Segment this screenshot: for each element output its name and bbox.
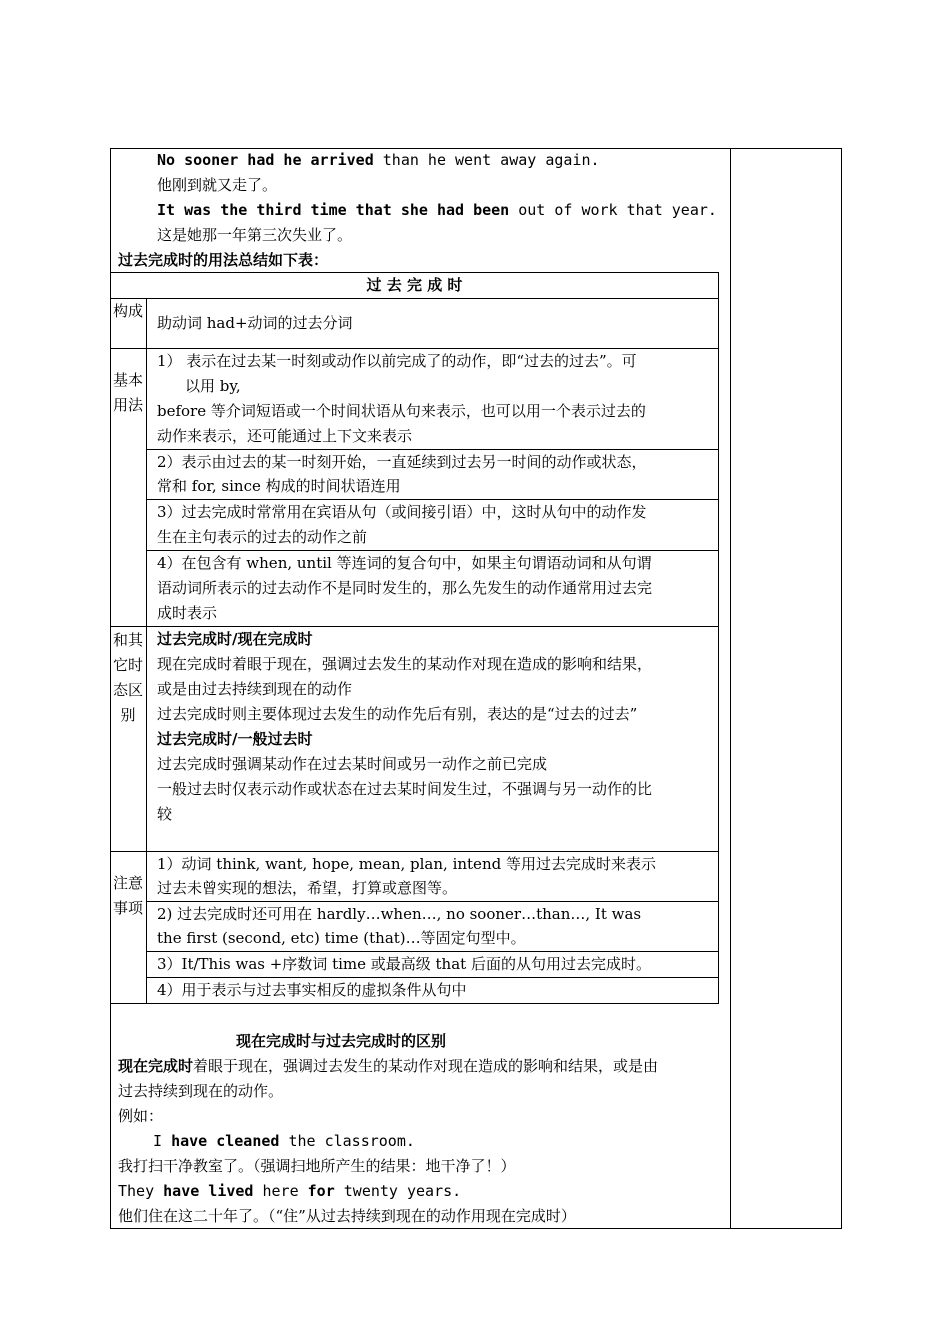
intro-example-1-rest: than he went away again. <box>373 151 600 169</box>
ex2-verb: have lived <box>163 1182 254 1200</box>
basic-item-1-line-4: 动作来表示，还可能通过上下文来表示 <box>157 427 413 445</box>
ex2-part: They <box>118 1182 164 1200</box>
basic-item-4-line-1: 4）在包含有 when, until 等连词的复合句中，如果主句谓语动词和从句谓 <box>157 554 652 572</box>
structure-text: 助动词 had+动词的过去分词 <box>157 314 353 332</box>
section2-example-1 <box>153 1129 415 1154</box>
section2-paragraph-rest: 着眼于现在，强调过去发生的某动作对现在造成的影响和结果，或是由 <box>193 1057 659 1075</box>
basic-item-4-line-2: 语动词所表示的过去动作不是同时发生的，那么先发生的动作通常用过去完 <box>157 579 653 597</box>
compare-sub1-line-1: 现在完成时着眼于现在，强调过去发生的某动作对现在造成的影响和结果， <box>157 655 653 673</box>
basic-item-2-line-2: 常和 for, since 构成的时间状语连用 <box>157 477 401 495</box>
compare-sub1-line-3: 过去完成时则主要体现过去发生的动作先后有别，表达的是“过去的过去” <box>157 705 638 723</box>
section2-heading: 现在完成时与过去完成时的区别 <box>236 1032 447 1050</box>
basic-item-3-line-2: 生在主句表示的过去的动作之前 <box>157 528 368 546</box>
basic-item-1-line-3: before 等介词短语或一个时间状语从句来表示，也可以用一个表示过去的 <box>157 402 646 420</box>
basic-item-3-line-1: 3）过去完成时常常用在宾语从句（或间接引语）中，这时从句中的动作发 <box>157 503 647 521</box>
basic-item-1-line-1: 1） 表示在过去某一时刻或动作以前完成了的动作，即“过去的过去”。可 <box>157 352 637 370</box>
rule <box>111 298 718 299</box>
compare-sub2-line-3: 较 <box>157 805 173 823</box>
compare-sub2-title: 过去完成时/一般过去时 <box>157 730 313 748</box>
intro-example-2 <box>157 198 717 223</box>
section2-paragraph-line-1 <box>118 1054 658 1079</box>
intro-example-1-bold: No sooner had he arrived <box>157 151 374 169</box>
table-title: 过 去 完 成 时 <box>366 276 463 294</box>
section2-example-2-translation: 他们住在这二十年了。（“住”从过去持续到现在的动作用现在完成时） <box>118 1207 576 1225</box>
compare-sub2-line-1: 过去完成时强调某动作在过去某时间或另一动作之前已完成 <box>157 755 548 773</box>
section2-example-label: 例如： <box>118 1107 164 1125</box>
section2-paragraph-line-2: 过去持续到现在的动作。 <box>118 1082 284 1100</box>
basic-item-1-line-2: 以用 by, <box>185 377 241 395</box>
ex2-for: for <box>307 1182 335 1200</box>
outer-table-column-divider <box>730 148 731 1229</box>
ex1-part: I <box>153 1132 172 1150</box>
basic-usage-label: 基本用法 <box>112 371 143 414</box>
basic-item-2-line-1: 2）表示由过去的某一时刻开始，一直延续到过去另一时间的动作或状态， <box>157 453 647 471</box>
notes-label: 注意事项 <box>112 874 143 917</box>
ex1-part: the classroom. <box>279 1132 415 1150</box>
ex2-part: here <box>253 1182 308 1200</box>
section2-example-2 <box>118 1179 461 1204</box>
ex1-verb: have cleaned <box>171 1132 280 1150</box>
compare-label: 和其它时态区别 <box>112 631 143 724</box>
basic-item-4-line-3: 成时表示 <box>157 604 218 622</box>
note-2-line-2: the first (second, etc) time (that)…等固定句型中。 <box>157 929 526 947</box>
note-2-line-1: 2) 过去完成时还可用在 hardly…when…, no sooner…than…, It was <box>157 905 642 923</box>
note-1-line-2: 过去未曾实现的想法，希望，打算或意图等。 <box>157 879 458 897</box>
intro-example-2-rest: out of work that year. <box>509 201 717 219</box>
intro-example-1 <box>157 148 600 173</box>
label-column-divider <box>146 298 147 1003</box>
compare-sub1-line-2: 或是由过去持续到现在的动作 <box>157 680 353 698</box>
intro-example-1-translation: 他刚到就又走了。 <box>157 176 278 194</box>
compare-sub1-title: 过去完成时/现在完成时 <box>157 630 313 648</box>
note-3-line-1: 3）It/This was +序数词 time 或最高级 that 后面的从句用过去完成时。 <box>157 955 651 973</box>
intro-example-2-translation: 这是她那一年第三次失业了。 <box>157 226 353 244</box>
note-4-line-1: 4）用于表示与过去事实相反的虚拟条件从句中 <box>157 981 467 999</box>
ex2-part: twenty years. <box>334 1182 462 1200</box>
section2-term: 现在完成时 <box>118 1057 194 1075</box>
past-perfect-table <box>110 272 719 1004</box>
structure-label: 构成 <box>112 302 143 320</box>
intro-example-2-bold: It was the third time that she had been <box>157 201 510 219</box>
section2-example-1-translation: 我打扫干净教室了。（强调扫地所产生的结果：地干净了！） <box>118 1157 516 1175</box>
summary-heading: 过去完成时的用法总结如下表： <box>118 251 329 269</box>
compare-sub2-line-2: 一般过去时仅表示动作或状态在过去某时间发生过，不强调与另一动作的比 <box>157 780 653 798</box>
note-1-line-1: 1）动词 think, want, hope, mean, plan, intend 等用过去完成时来表示 <box>157 855 656 873</box>
